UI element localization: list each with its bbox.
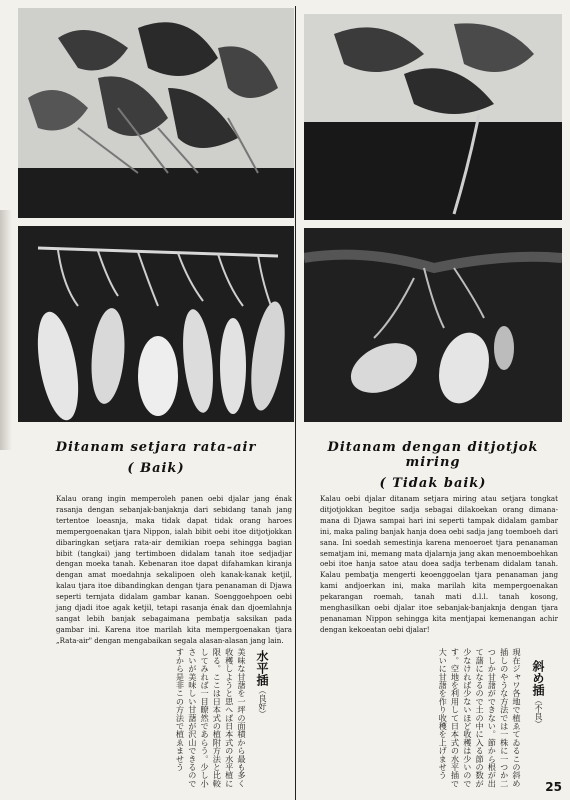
right-column [298,0,566,800]
left-column [10,0,293,800]
photo-slanted-planting-roots [304,228,562,422]
photo-horizontal-planting-roots [18,226,294,422]
right-jp-title [530,660,547,780]
right-jp-text: 現在ジャワ各地で植ゑてゐるこの斜め插しのやうな方法では一株に一つか二つしか甘藷ができない。節から根が出て藷になるので土の中に入る節の数が少なければ少ないほど收穫は少いのです。空地を利用して日本式の水平插で大いに甘藷を作り收穫を上げませう [438,648,522,788]
left-jp-title-sub: （良好） [258,686,267,718]
right-paragraph: Kalau oebi djalar ditanam setjara miring atau setjara tongkat ditjotjokkan begitoe sadja sebagai dilakoekan orang dimana-mana di Djawa sampai hari ini seperti tampak didalam gambar ini, maka paling banjak hanja doea oebi sadja jang toemboeh dari sana. Ini soedah semestinja karena menoeroet tjara penanaman sematjam ini, memang mata djalarnja jang akan menoemboehkan oebi itoe hanja satoe atau doea sadja terbenam didalam tanah. Kalau pembatja mengerti keoenggoelan tjara penanaman jang kami andjoerkan ini, maka marilah kita mempergoenakan pekarangan roemah, tanah mati d.l.l. tanah kosong, menghasilkan oebi djalar itoe sebanjak-banjaknja dengan tjara penanaman Nippon sehingga kita mentjapai kemenangan achir dengan kekoeatan oebi djalar! [320,494,558,634]
left-jp-title-main: 水平插 [255,650,269,686]
left-heading [18,440,294,476]
right-heading-line1: Ditanam dengan ditjotjok miring [327,440,539,470]
photo-horizontal-planting-top [18,8,294,218]
right-heading [304,440,562,491]
left-jp-text: 美味な甘藷を一坪の面積から最も多く收穫しようと思へば日本式の水平植に限る。ここは日本式の植附方法と比較してみれば一目瞭然であらう。少し小さいが美味しい甘藷が沢山できるのですから是非この方法で植ゑませう [175,648,247,788]
left-heading-line1: Ditanam setjara rata-air [55,440,257,455]
right-jp-title-sub: （不良） [534,696,543,728]
left-heading-line2: ( Baik) [127,461,185,476]
left-paragraph: Kalau orang ingin memperoleh panen oebi djalar jang énak rasanja dengan sebanjak-banjaknja dari sebidang tanah jang tertentoe loeasnja, maka tidak dapat tidak orang haroes mempergoenakan tjara Nippon, ialah bibit oebi itoe ditjotjokkan dibaringkan setjara rata-air demikian roepa sehingga bagian bibit (tangkai) jang tertimboen didalam tanah itoe sedjadjar dengan moeka tanah. Kebenaran itoe dapat difahamkan kiranja dengan amat moedahnja sekalipoen oleh kanak-kanak ketjil, kalau tjara itoe dibandingkan dengan tjara penanaman di Djawa seperti ternjata didalam gambar kanan. Soenggoehpoen oebi jang djadi itoe agak ketjil, tetapi rasanja énak dan djoemlahnja sangat lebih banjak sebagaimana pembatja saksikan pada gambar ini. Karena itoe marilah kita mempergoenakan tjara „Rata-air" dengan mengabaikan segala alasan-alasan jang lain. [56,494,292,645]
photo-slanted-planting-top [304,14,562,220]
left-jp-title [254,650,271,770]
right-jp-title-main: 斜め插 [531,660,545,696]
right-heading-line2: ( Tidak baik) [379,476,487,491]
column-divider [295,6,296,800]
page-number: 25 [545,780,562,794]
